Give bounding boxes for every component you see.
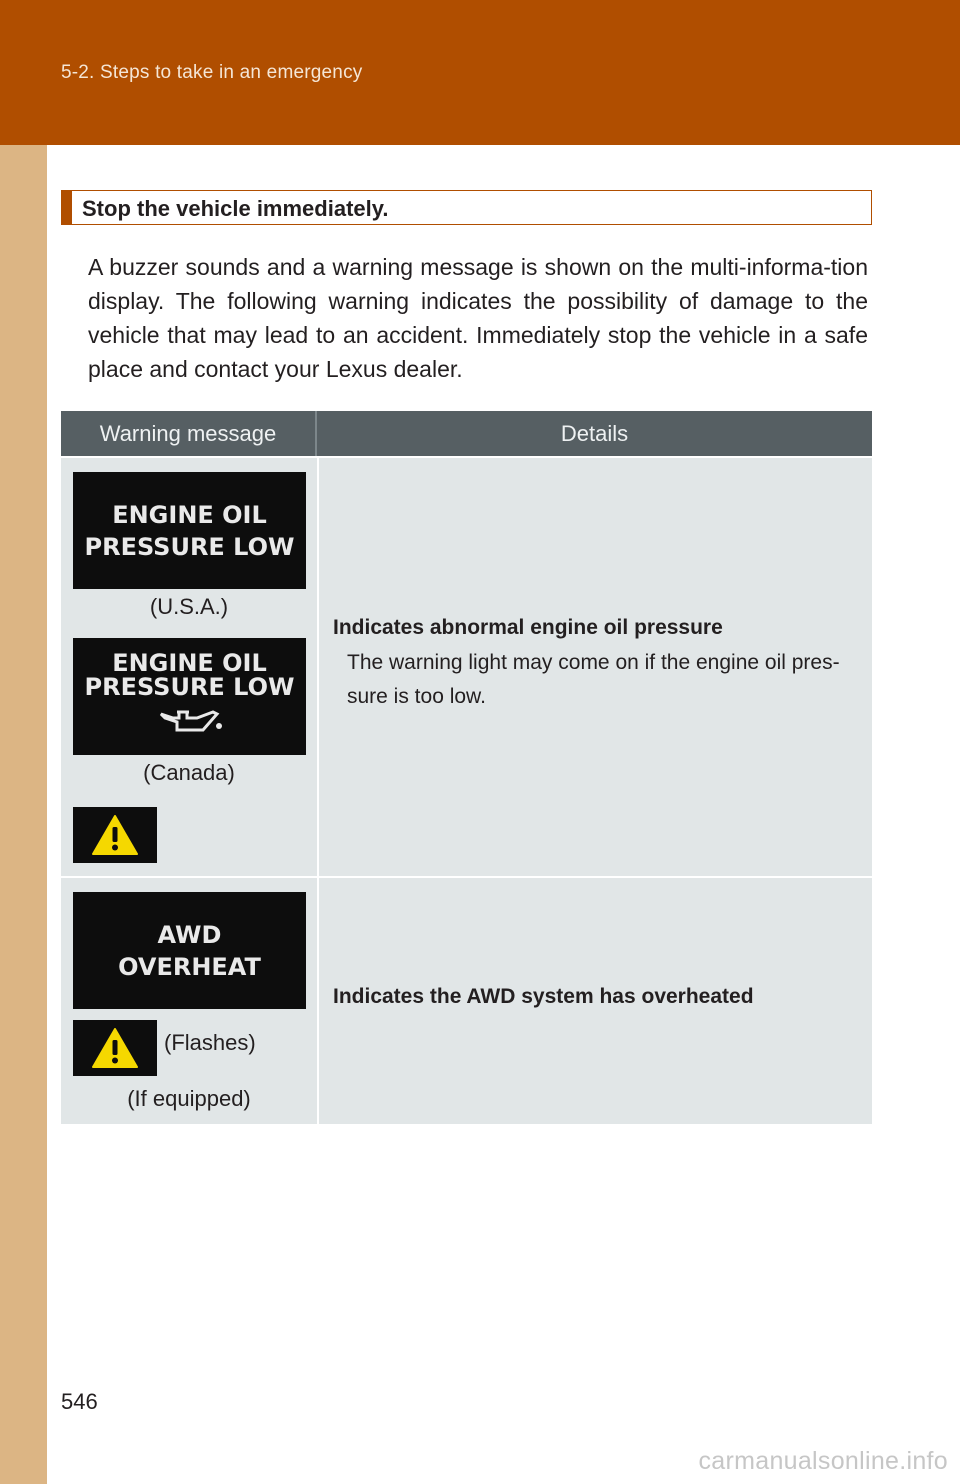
section-title: 5-2. Steps to take in an emergency [61,62,363,83]
detail-title: Indicates abnormal engine oil pressure [333,616,723,639]
table-row [61,878,872,1124]
display-line: OVERHEAT [118,953,261,981]
intro-paragraph: A buzzer sounds and a warning message is shown on the multi-informa-tion display. The following warning indicates the possibility of damage to the vehicle that may lead to an accident. Immediately stop the vehicle in a safe place and contact your Lexus dealer. [88,254,868,382]
display-line: ENGINE OIL [112,649,267,677]
heading-title: Stop the vehicle immediately. [82,196,389,221]
table-row [61,458,872,876]
flashes-note: (Flashes) [164,1030,256,1055]
display-line: AWD [157,921,222,949]
warning-light-tile [73,807,157,863]
engine-oil-display-usa [73,472,306,589]
details-cell [317,458,872,876]
column-header-details: Details [560,420,629,446]
side-strip [0,145,47,1484]
warning-message-cell [61,878,317,1124]
engine-oil-display-canada [73,638,306,755]
table-header [61,411,872,456]
display-line: ENGINE OIL [112,501,267,529]
detail-body: The warning light may come on if the engine oil pres-sure is too low. [347,651,840,708]
heading-box [61,190,872,225]
oil-can-icon [157,704,227,738]
awd-overheat-display [73,892,306,1009]
page-number: 546 [61,1389,98,1414]
column-header-warning-message: Warning message [61,411,317,456]
detail-title: Indicates the AWD system has overheated [333,985,754,1008]
warning-triangle-icon [91,814,139,856]
watermark: carmanualsonline.info [698,1447,948,1475]
display-line: PRESSURE LOW [84,673,295,701]
warning-triangle-icon [91,1027,139,1069]
details-cell [317,878,872,1124]
if-equipped-note: (If equipped) [127,1086,251,1111]
warning-light-tile [73,1020,157,1076]
warning-message-cell [61,458,317,876]
heading-accent-bar [62,191,72,224]
display-line: PRESSURE LOW [84,533,295,561]
caption-canada: (Canada) [143,760,235,785]
caption-usa: (U.S.A.) [149,594,229,619]
warning-table [61,411,872,1124]
